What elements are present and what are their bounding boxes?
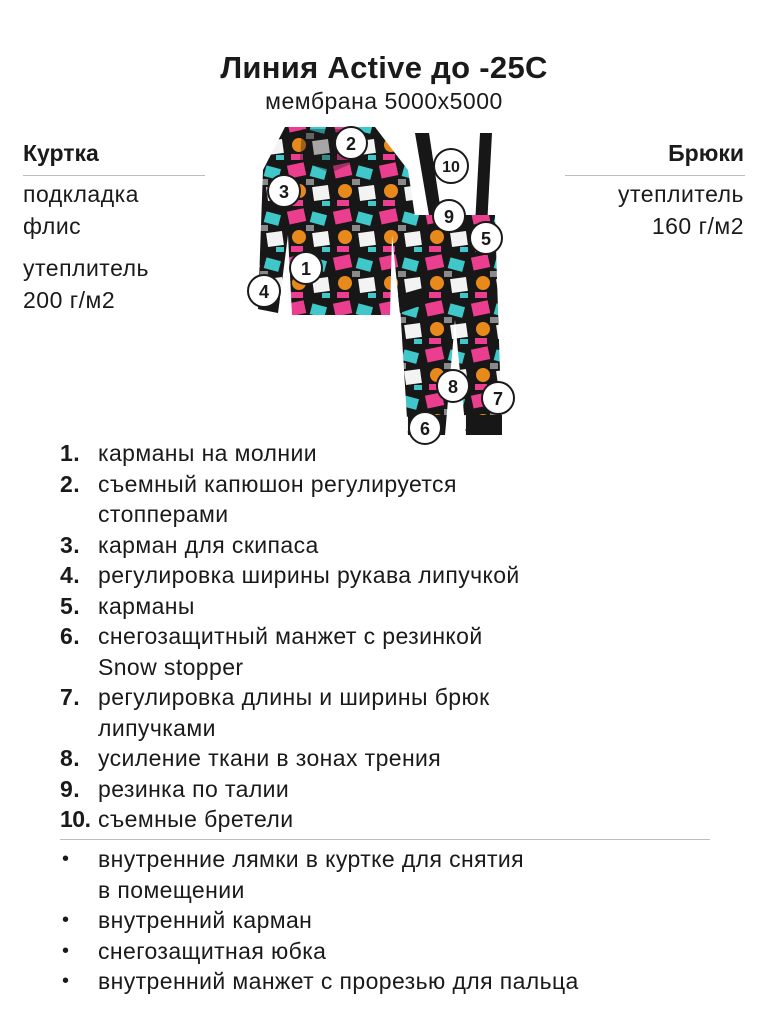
callout-7 [482,382,514,414]
pants-insulation-line2: 160 г/м2 [651,213,744,239]
callout-10 [434,149,468,183]
feature-number: 9. [60,775,80,802]
bullet-marker: • [62,970,70,992]
feature-text: регулировка ширины рукава липучкой [98,562,520,588]
feature-text: карман для скипаса [98,531,319,558]
jacket-divider [23,175,205,176]
extra-feature-item [60,936,698,967]
feature-item [60,530,678,561]
callout-2 [335,127,367,159]
callout-5 [470,222,502,254]
feature-item [60,469,678,530]
bullet-marker: • [62,848,70,870]
jacket-lining-line2: флис [23,213,82,239]
callout-2-label: 2 [345,134,357,154]
feature-item [60,621,678,682]
jacket-heading: Куртка [23,140,99,166]
extra-feature-item [60,966,698,997]
extra-features-list [60,844,698,997]
extra-feature-text: внутренний карман [98,907,313,933]
feature-item [60,560,678,591]
callout-8 [437,370,469,402]
jacket-lining-line1: подкладка [23,181,139,207]
feature-text: резинка по талии [98,775,290,802]
feature-text-continued: липучками [98,714,216,741]
bullet-marker: • [62,909,70,931]
callout-8-label: 8 [447,377,459,397]
page-title: Линия Active до -25С [220,50,548,85]
callout-10-label: 10 [442,159,460,176]
feature-number: 5. [60,592,80,619]
jacket-insulation-line1: утеплитель [23,255,149,281]
pants-insulation-line1: утеплитель [618,181,744,207]
membrane-subtitle: мембрана 5000х5000 [265,88,503,114]
pants-divider [565,175,745,176]
callout-3-label: 3 [278,182,290,202]
feature-text: карманы [98,592,195,619]
feature-number: 7. [60,684,80,710]
bullet-marker: • [62,939,70,962]
feature-item [60,682,678,743]
jacket-lining [23,178,139,242]
extra-feature-text: снегозащитная юбка [98,937,327,964]
extra-feature-item [60,905,698,936]
feature-number: 4. [60,562,80,588]
feature-text-continued: Snow stopper [98,653,244,680]
feature-item [60,774,678,805]
feature-number: 2. [60,470,80,497]
callout-7-label: 7 [492,389,504,409]
extra-feature-item [60,844,698,905]
callout-9-label: 9 [443,207,455,227]
feature-item [60,804,678,835]
extra-feature-text: внутренний манжет с прорезью для пальца [98,968,579,994]
feature-list [60,438,678,835]
callout-3 [268,175,300,207]
feature-number: 3. [60,531,80,558]
feature-text: съемный капюшон регулируется [98,470,457,497]
callout-5-label: 5 [480,229,492,249]
feature-text: усиление ткани в зонах трения [98,745,442,771]
feature-text-continued: стопперами [98,501,229,527]
callout-4 [248,275,280,307]
extra-feature-text-continued: в помещении [98,876,245,903]
feature-text: регулировка длины и ширины брюк [98,684,490,710]
feature-item [60,438,678,469]
callout-6-label: 6 [419,419,431,439]
feature-number: 1. [60,440,80,466]
feature-number: 6. [60,623,80,649]
snowsuit-product-image [240,115,530,450]
callout-1 [290,252,322,284]
feature-number: 8. [60,745,80,771]
section-divider [60,839,710,840]
jacket-insulation-line2: 200 г/м2 [23,287,116,313]
feature-text: карманы на молнии [98,440,317,466]
pants-insulation [618,178,744,242]
feature-number: 10. [60,806,91,832]
jacket-insulation [23,252,149,316]
feature-text: снегозащитный манжет с резинкой [98,623,483,649]
extra-feature-text: внутренние лямки в куртке для снятия [98,846,525,872]
feature-item [60,591,678,622]
pants-heading: Брюки [668,140,744,166]
callout-9 [433,200,465,232]
callout-4-label: 4 [258,282,270,302]
callout-1-label: 1 [300,259,312,279]
feature-text: съемные бретели [98,806,294,832]
feature-item [60,743,678,774]
